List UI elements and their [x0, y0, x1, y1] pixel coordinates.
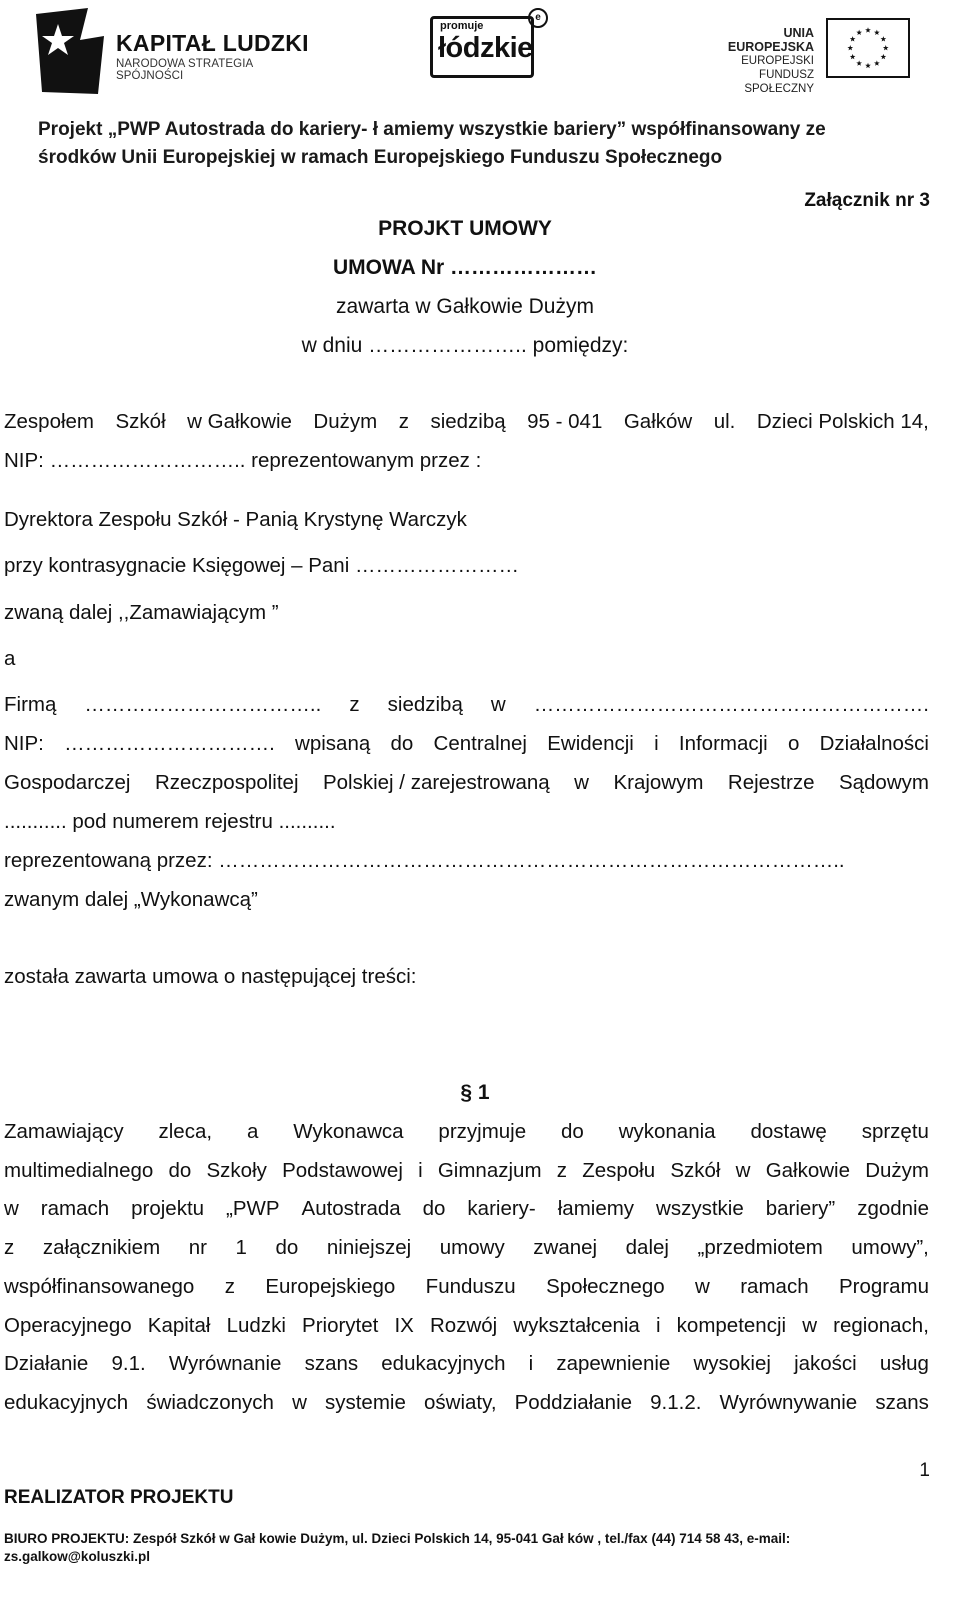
word: w: [574, 771, 589, 794]
word: ul.: [713, 410, 736, 433]
word: przyjmuje: [438, 1120, 527, 1143]
word: Dużym: [865, 1158, 929, 1182]
contract-place: zawarta w Gałkowie Dużym: [336, 295, 594, 318]
word: Zespołem: [4, 410, 95, 433]
word: Rejestrze: [727, 771, 815, 794]
word: do: [168, 1158, 192, 1182]
word: Gałkowie: [765, 1158, 850, 1182]
word: niniejszej: [326, 1236, 412, 1260]
word: Funduszu: [425, 1274, 516, 1298]
word: ………………………………………………….: [533, 693, 929, 716]
word: dalej: [625, 1236, 669, 1260]
word: w: [292, 1390, 307, 1414]
footer-contact: [4, 1530, 904, 1566]
word: kariery-: [467, 1197, 536, 1221]
word: systemie: [324, 1390, 406, 1414]
word: Szkół: [115, 410, 166, 433]
word: z: [224, 1274, 235, 1298]
word: zleca,: [158, 1120, 213, 1143]
word: zgodnie: [857, 1197, 929, 1221]
word: Firmą: [4, 693, 57, 716]
word: projektu: [131, 1197, 205, 1221]
section-1-line: [4, 1120, 929, 1144]
eu-star-icon: [883, 45, 889, 50]
section-1-line: [4, 1236, 929, 1260]
attachment-label: Załącznik nr 3: [804, 190, 930, 211]
word: z: [398, 410, 409, 433]
party-line-11: reprezentowaną przez: ………………………………………………………………………………..: [4, 849, 845, 872]
word: bariery”: [765, 1197, 836, 1221]
word: Ludzki: [226, 1313, 286, 1337]
word: wszystkie: [656, 1197, 744, 1221]
party-line-1: [4, 410, 929, 434]
word: siedzibą: [430, 410, 506, 433]
eu-star-icon: [881, 36, 887, 41]
word: wpisaną: [295, 732, 371, 755]
word: świadczonych: [146, 1390, 274, 1414]
word: szans: [304, 1352, 359, 1376]
word: Ewidencji: [547, 732, 634, 755]
word: Autostrada: [301, 1197, 401, 1221]
section-1-line: [4, 1159, 929, 1183]
word: Europejskiego: [265, 1274, 396, 1298]
word: Zespołu: [582, 1158, 656, 1182]
word: Programu: [838, 1274, 929, 1298]
word: sprzętu: [861, 1120, 929, 1143]
word: z: [349, 693, 360, 716]
word: regionach,: [833, 1313, 929, 1337]
word: wysokiej: [693, 1352, 771, 1376]
eu-star-icon: [874, 30, 880, 35]
party-line-9: [4, 771, 929, 795]
word: Kapitał: [147, 1313, 211, 1337]
word: Centralnej: [433, 732, 527, 755]
eu-star-icon: [881, 54, 887, 59]
word: zwanej: [533, 1236, 598, 1260]
word: usług: [879, 1352, 929, 1376]
word: współfinansowanego: [4, 1274, 195, 1298]
eu-logo-line2: EUROPEJSKI: [741, 55, 814, 67]
word: 1: [235, 1236, 247, 1260]
kapital-ludzki-mark-icon: [28, 6, 110, 96]
party-line-5: zwaną dalej ,,Zamawiającym ”: [4, 601, 279, 624]
project-header: [38, 116, 918, 172]
word: 9.1.: [111, 1352, 146, 1376]
party-line-2: NIP: ……………………….. reprezentowanym przez :: [4, 449, 482, 472]
word: „przedmiotem: [697, 1236, 823, 1260]
footer-line2: zs.galkow@koluszki.pl: [4, 1549, 150, 1564]
promuje-lodzkie-logo: [430, 8, 548, 78]
word: Działanie: [4, 1352, 89, 1376]
project-header-line1: Projekt „PWP Autostrada do kariery- ł amiemy wszystkie bariery” współfinansowany ze: [38, 119, 826, 140]
word: w: [4, 1197, 19, 1221]
word: ramach: [740, 1274, 809, 1298]
section-1-line: [4, 1352, 929, 1376]
word: umowy”,: [851, 1236, 929, 1260]
lodzkie-small-text: promuje: [440, 20, 484, 32]
word: umowy: [439, 1236, 505, 1260]
word: Rozwój: [430, 1313, 498, 1337]
word: ………………………….: [64, 732, 275, 755]
word: Zamawiający: [4, 1120, 124, 1143]
word: o: [787, 732, 800, 755]
word: edukacyjnych: [381, 1352, 506, 1376]
eu-logo-line1: UNIA EUROPEJSKA: [727, 26, 814, 54]
word: i: [418, 1158, 423, 1182]
party-line-7: [4, 693, 929, 717]
word: NIP:: [4, 732, 44, 755]
word: ramach: [40, 1197, 110, 1221]
eu-logo-text: [696, 26, 814, 96]
footer-line1: BIURO PROJEKTU: Zespół Szkół w Gał kowie Dużym, ul. Dzieci Polskich 14, 95-041 Gał ków , tel./fax (44) 714 58 43, e-mail:: [4, 1531, 791, 1546]
word: Polskiej / zarejestrowaną: [322, 771, 550, 794]
section-1-line: [4, 1314, 929, 1338]
word: do: [561, 1120, 584, 1143]
eu-logo: [696, 18, 916, 95]
realizator-label: REALIZATOR PROJEKTU: [4, 1487, 234, 1508]
word: do: [275, 1236, 299, 1260]
word: w: [695, 1274, 710, 1298]
word: Informacji: [678, 732, 768, 755]
word: zapewnienie: [556, 1352, 671, 1376]
word: i: [654, 732, 659, 755]
eu-star-icon: [865, 27, 871, 32]
project-header-line2: środków Unii Europejskiej w ramach Europejskiego Funduszu Społecznego: [38, 147, 723, 168]
word: i: [528, 1352, 534, 1376]
eu-star-icon: [856, 60, 862, 65]
word: wykonania: [618, 1120, 716, 1143]
lodzkie-big-text: łódzkie: [438, 32, 533, 64]
section-1-line: [4, 1197, 929, 1221]
word: do: [422, 1197, 446, 1221]
word: Podstawowej: [282, 1158, 403, 1182]
eu-logo-line3: FUNDUSZ SPOŁECZNY: [744, 69, 814, 95]
word: i: [655, 1313, 661, 1337]
lodzkie-registered-icon: e: [528, 8, 548, 28]
word: wykształcenia: [513, 1313, 640, 1337]
word: Dzieci Polskich 14,: [756, 410, 929, 433]
word: nr: [188, 1236, 207, 1260]
word: Gospodarczej: [4, 771, 131, 794]
word: multimedialnego: [4, 1158, 154, 1182]
eu-star-icon: [850, 54, 856, 59]
word: kompetencji: [676, 1313, 787, 1337]
word: do: [390, 732, 414, 755]
word: „PWP: [226, 1197, 280, 1221]
word: Sądowym: [838, 771, 929, 794]
word: Operacyjnego: [4, 1313, 132, 1337]
word: dostawę: [750, 1120, 827, 1143]
word: w Gałkowie: [187, 410, 292, 433]
contract-number: UMOWA Nr …………………: [332, 256, 598, 279]
word: Gimnazjum: [437, 1158, 542, 1182]
word: Szkoły: [206, 1158, 267, 1182]
word: w: [490, 693, 506, 716]
word: edukacyjnych: [4, 1390, 129, 1414]
word: Wykonawca: [293, 1120, 404, 1143]
party-line-4: przy kontrasygnacie Księgowej – Pani ……………………: [4, 554, 519, 577]
eu-star-icon: [856, 30, 862, 35]
word: załącznikiem: [42, 1236, 161, 1260]
kapital-ludzki-logo: [28, 6, 318, 96]
party-line-12: zwanym dalej „Wykonawcą”: [4, 888, 258, 911]
word: Wyrównywanie: [719, 1390, 858, 1414]
word: z: [556, 1158, 567, 1182]
word: siedzibą: [387, 693, 463, 716]
eu-star-icon: [874, 60, 880, 65]
eu-star-icon: [850, 36, 856, 41]
party-line-10: ........... pod numerem rejestru ..........: [4, 810, 336, 833]
word: Rzeczpospolitej: [154, 771, 299, 794]
word: Szkół: [670, 1158, 721, 1182]
kapital-ludzki-title: KAPITAŁ LUDZKI: [116, 30, 309, 56]
word: Wyrównanie: [168, 1352, 282, 1376]
contract-date: w dniu ………………….. pomiędzy:: [301, 334, 629, 357]
word: jakości: [794, 1352, 857, 1376]
word: 95 - 041: [527, 410, 603, 433]
word: Krajowym: [613, 771, 704, 794]
section-1-line: [4, 1275, 929, 1299]
word: szans: [875, 1390, 929, 1414]
contract-intro: została zawarta umowa o następującej treści:: [4, 965, 417, 988]
project-title: PROJKT UMOWY: [378, 217, 552, 240]
word: łamiemy: [557, 1197, 635, 1221]
eu-star-icon: [847, 45, 853, 50]
eu-star-icon: [865, 63, 871, 68]
word: w: [735, 1158, 751, 1182]
word: oświaty,: [423, 1390, 497, 1414]
page-number: 1: [919, 1460, 930, 1481]
word: Priorytet: [302, 1313, 379, 1337]
word: Działalności: [819, 732, 929, 755]
word: Dużym: [313, 410, 378, 433]
word: a: [246, 1120, 259, 1143]
word: ……………………………..: [84, 693, 322, 716]
word: z: [4, 1236, 15, 1260]
word: Gałków: [623, 410, 693, 433]
eu-flag-icon: [826, 18, 910, 78]
word: Społecznego: [546, 1274, 665, 1298]
word: IX: [394, 1313, 414, 1337]
party-line-8: [4, 732, 929, 756]
party-line-3: Dyrektora Zespołu Szkół - Panią Krystynę Warczyk: [4, 508, 467, 531]
word: Poddziałanie: [514, 1390, 633, 1414]
word: 9.1.2.: [650, 1390, 702, 1414]
party-line-6: a: [4, 647, 16, 670]
section-heading: § 1: [460, 1081, 490, 1104]
word: w: [802, 1313, 818, 1337]
section-1-line: [4, 1391, 929, 1415]
kapital-ludzki-subtitle: NARODOWA STRATEGIA SPÓJNOŚCI: [116, 58, 253, 82]
